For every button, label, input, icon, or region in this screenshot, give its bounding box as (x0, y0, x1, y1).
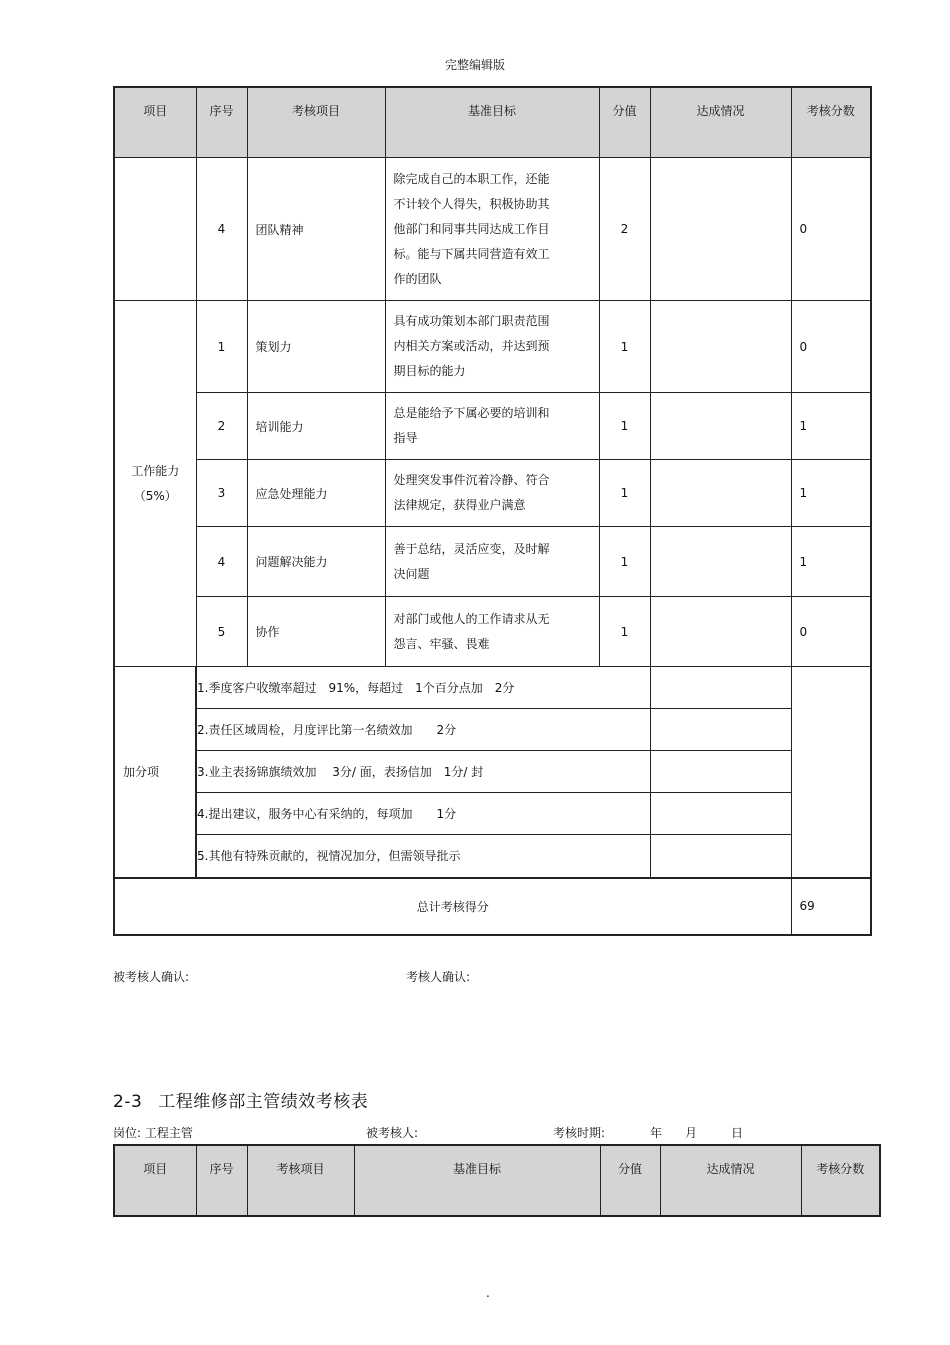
bonus-row (114, 709, 871, 751)
period-label: 考核时期: (553, 1126, 606, 1140)
result-cell[interactable] (650, 301, 791, 393)
table-header-row (114, 1145, 880, 1216)
table-row (114, 597, 871, 667)
item-cell: 协作 (247, 597, 385, 667)
bonus-score-cell[interactable] (791, 667, 871, 878)
result-cell[interactable] (650, 393, 791, 460)
bonus-item: 5.其他有特殊贡献的，视情况加分，但需领导批示 (196, 835, 650, 878)
score-cell: 1 (791, 460, 871, 527)
assessee-confirm: 被考核人确认: (113, 970, 190, 984)
category-cell (114, 158, 196, 301)
item-cell: 培训能力 (247, 393, 385, 460)
item-cell: 应急处理能力 (247, 460, 385, 527)
points-cell: 1 (599, 460, 650, 527)
criteria-line: 标。能与下属共同营造有效工 (393, 246, 550, 261)
result-cell[interactable] (650, 597, 791, 667)
table-row (114, 158, 871, 301)
index-cell: 2 (196, 393, 247, 460)
item-cell: 策划力 (247, 301, 385, 393)
criteria-line: 怨言、牢骚、畏难 (393, 636, 490, 651)
index-cell: 3 (196, 460, 247, 527)
criteria-line: 处理突发事件沉着冷静、符合 (393, 473, 550, 487)
header-cell: 项目 (114, 1145, 196, 1216)
engineering-assessment-table (113, 1144, 881, 1217)
bonus-row (114, 751, 871, 793)
bonus-label: 加分项 (114, 667, 196, 878)
criteria-cell (385, 393, 599, 460)
criteria-line: 决问题 (393, 566, 430, 581)
index-cell: 4 (196, 158, 247, 301)
section-heading (113, 1087, 368, 1112)
criteria-line: 具有成功策划本部门职责范围 (393, 314, 550, 328)
points-cell: 1 (599, 597, 650, 667)
bonus-item: 1.季度客户收缴率超过 91%，每超过 1个百分点加 2分 (196, 667, 650, 709)
criteria-line: 期目标的能力 (393, 364, 466, 378)
index-cell: 1 (196, 301, 247, 393)
bonus-result-cell[interactable] (650, 751, 791, 793)
criteria-cell (385, 158, 599, 301)
index-cell: 4 (196, 527, 247, 597)
header-cell: 分值 (600, 1145, 660, 1216)
criteria-cell (385, 597, 599, 667)
section-title: 工程维修部主管绩效考核表 (158, 1092, 369, 1112)
header-cell: 达成情况 (660, 1145, 801, 1216)
points-cell: 1 (599, 393, 650, 460)
points-cell: 1 (599, 527, 650, 597)
bonus-row (114, 835, 871, 878)
total-value: 69 (791, 878, 871, 935)
category-label: 工作能力 (131, 463, 180, 478)
header-cell: 基准目标 (385, 87, 599, 158)
item-cell: 团队精神 (247, 158, 385, 301)
header-cell: 项目 (114, 87, 196, 158)
assessor-confirm: 考核人确认: (406, 970, 471, 984)
header-cell: 考核分数 (801, 1145, 880, 1216)
header-cell: 序号 (196, 1145, 247, 1216)
index-cell: 5 (196, 597, 247, 667)
criteria-line: 内相关方案或活动，并达到预 (393, 339, 550, 353)
points-cell: 1 (599, 301, 650, 393)
assessee-label: 被考核人: (366, 1126, 419, 1140)
category-weight: （5%） (133, 488, 177, 503)
bonus-item: 2.责任区域周检，月度评比第一名绩效加 2分 (196, 709, 650, 751)
criteria-line: 对部门或他人的工作请求从无 (393, 611, 550, 626)
table-row (114, 301, 871, 393)
result-cell[interactable] (650, 460, 791, 527)
header-cell: 达成情况 (650, 87, 791, 158)
bonus-result-cell[interactable] (650, 709, 791, 751)
criteria-line: 指导 (393, 431, 418, 445)
score-cell: 1 (791, 393, 871, 460)
bonus-item: 3.业主表扬锦旗绩效加 3分/ 面，表扬信加 1分/ 封 (196, 751, 650, 793)
header-cell: 考核项目 (247, 87, 385, 158)
header-cell: 考核分数 (791, 87, 871, 158)
table-row (114, 460, 871, 527)
total-label: 总计考核得分 (114, 878, 791, 935)
criteria-line: 他部门和同事共同达成工作目 (393, 221, 550, 236)
section-number: 2-3 (113, 1092, 143, 1112)
bonus-row (114, 793, 871, 835)
score-cell: 1 (791, 527, 871, 597)
score-cell: 0 (791, 597, 871, 667)
assessment-table (113, 86, 872, 936)
bonus-item: 4.提出建议，服务中心有采纳的，每项加 1分 (196, 793, 650, 835)
result-cell[interactable] (650, 527, 791, 597)
item-cell: 问题解决能力 (247, 527, 385, 597)
table-row (114, 393, 871, 460)
header-cell: 基准目标 (354, 1145, 600, 1216)
header-cell: 分值 (599, 87, 650, 158)
points-cell: 2 (599, 158, 650, 301)
score-cell: 0 (791, 301, 871, 393)
result-cell[interactable] (650, 158, 791, 301)
total-row (114, 878, 871, 935)
criteria-line: 法律规定，获得业户满意 (393, 498, 526, 512)
table-row (114, 527, 871, 597)
header-cell: 序号 (196, 87, 247, 158)
criteria-line: 除完成自己的本职工作，还能 (393, 171, 550, 186)
year-label: 年 (650, 1126, 663, 1140)
score-cell: 0 (791, 158, 871, 301)
header-cell: 考核项目 (247, 1145, 354, 1216)
criteria-cell (385, 460, 599, 527)
criteria-line: 善于总结，灵活应变，及时解 (393, 541, 550, 556)
criteria-cell (385, 301, 599, 393)
criteria-line: 不计较个人得失，积极协助其 (393, 196, 550, 211)
bonus-result-cell[interactable] (650, 667, 791, 709)
bonus-result-cell[interactable] (650, 793, 791, 835)
month-label: 月 (685, 1126, 698, 1140)
position-label: 岗位: 工程主管 (113, 1126, 193, 1140)
table-header-row (114, 87, 871, 158)
bonus-result-cell[interactable] (650, 835, 791, 878)
criteria-line: 总是能给予下属必要的培训和 (393, 406, 550, 420)
criteria-cell (385, 527, 599, 597)
bonus-row (114, 667, 871, 709)
page-title: 完整编辑版 (444, 58, 505, 72)
category-cell (114, 301, 196, 667)
footer-mark: . (486, 1286, 490, 1300)
day-label: 日 (731, 1126, 744, 1140)
criteria-line: 作的团队 (393, 271, 442, 286)
